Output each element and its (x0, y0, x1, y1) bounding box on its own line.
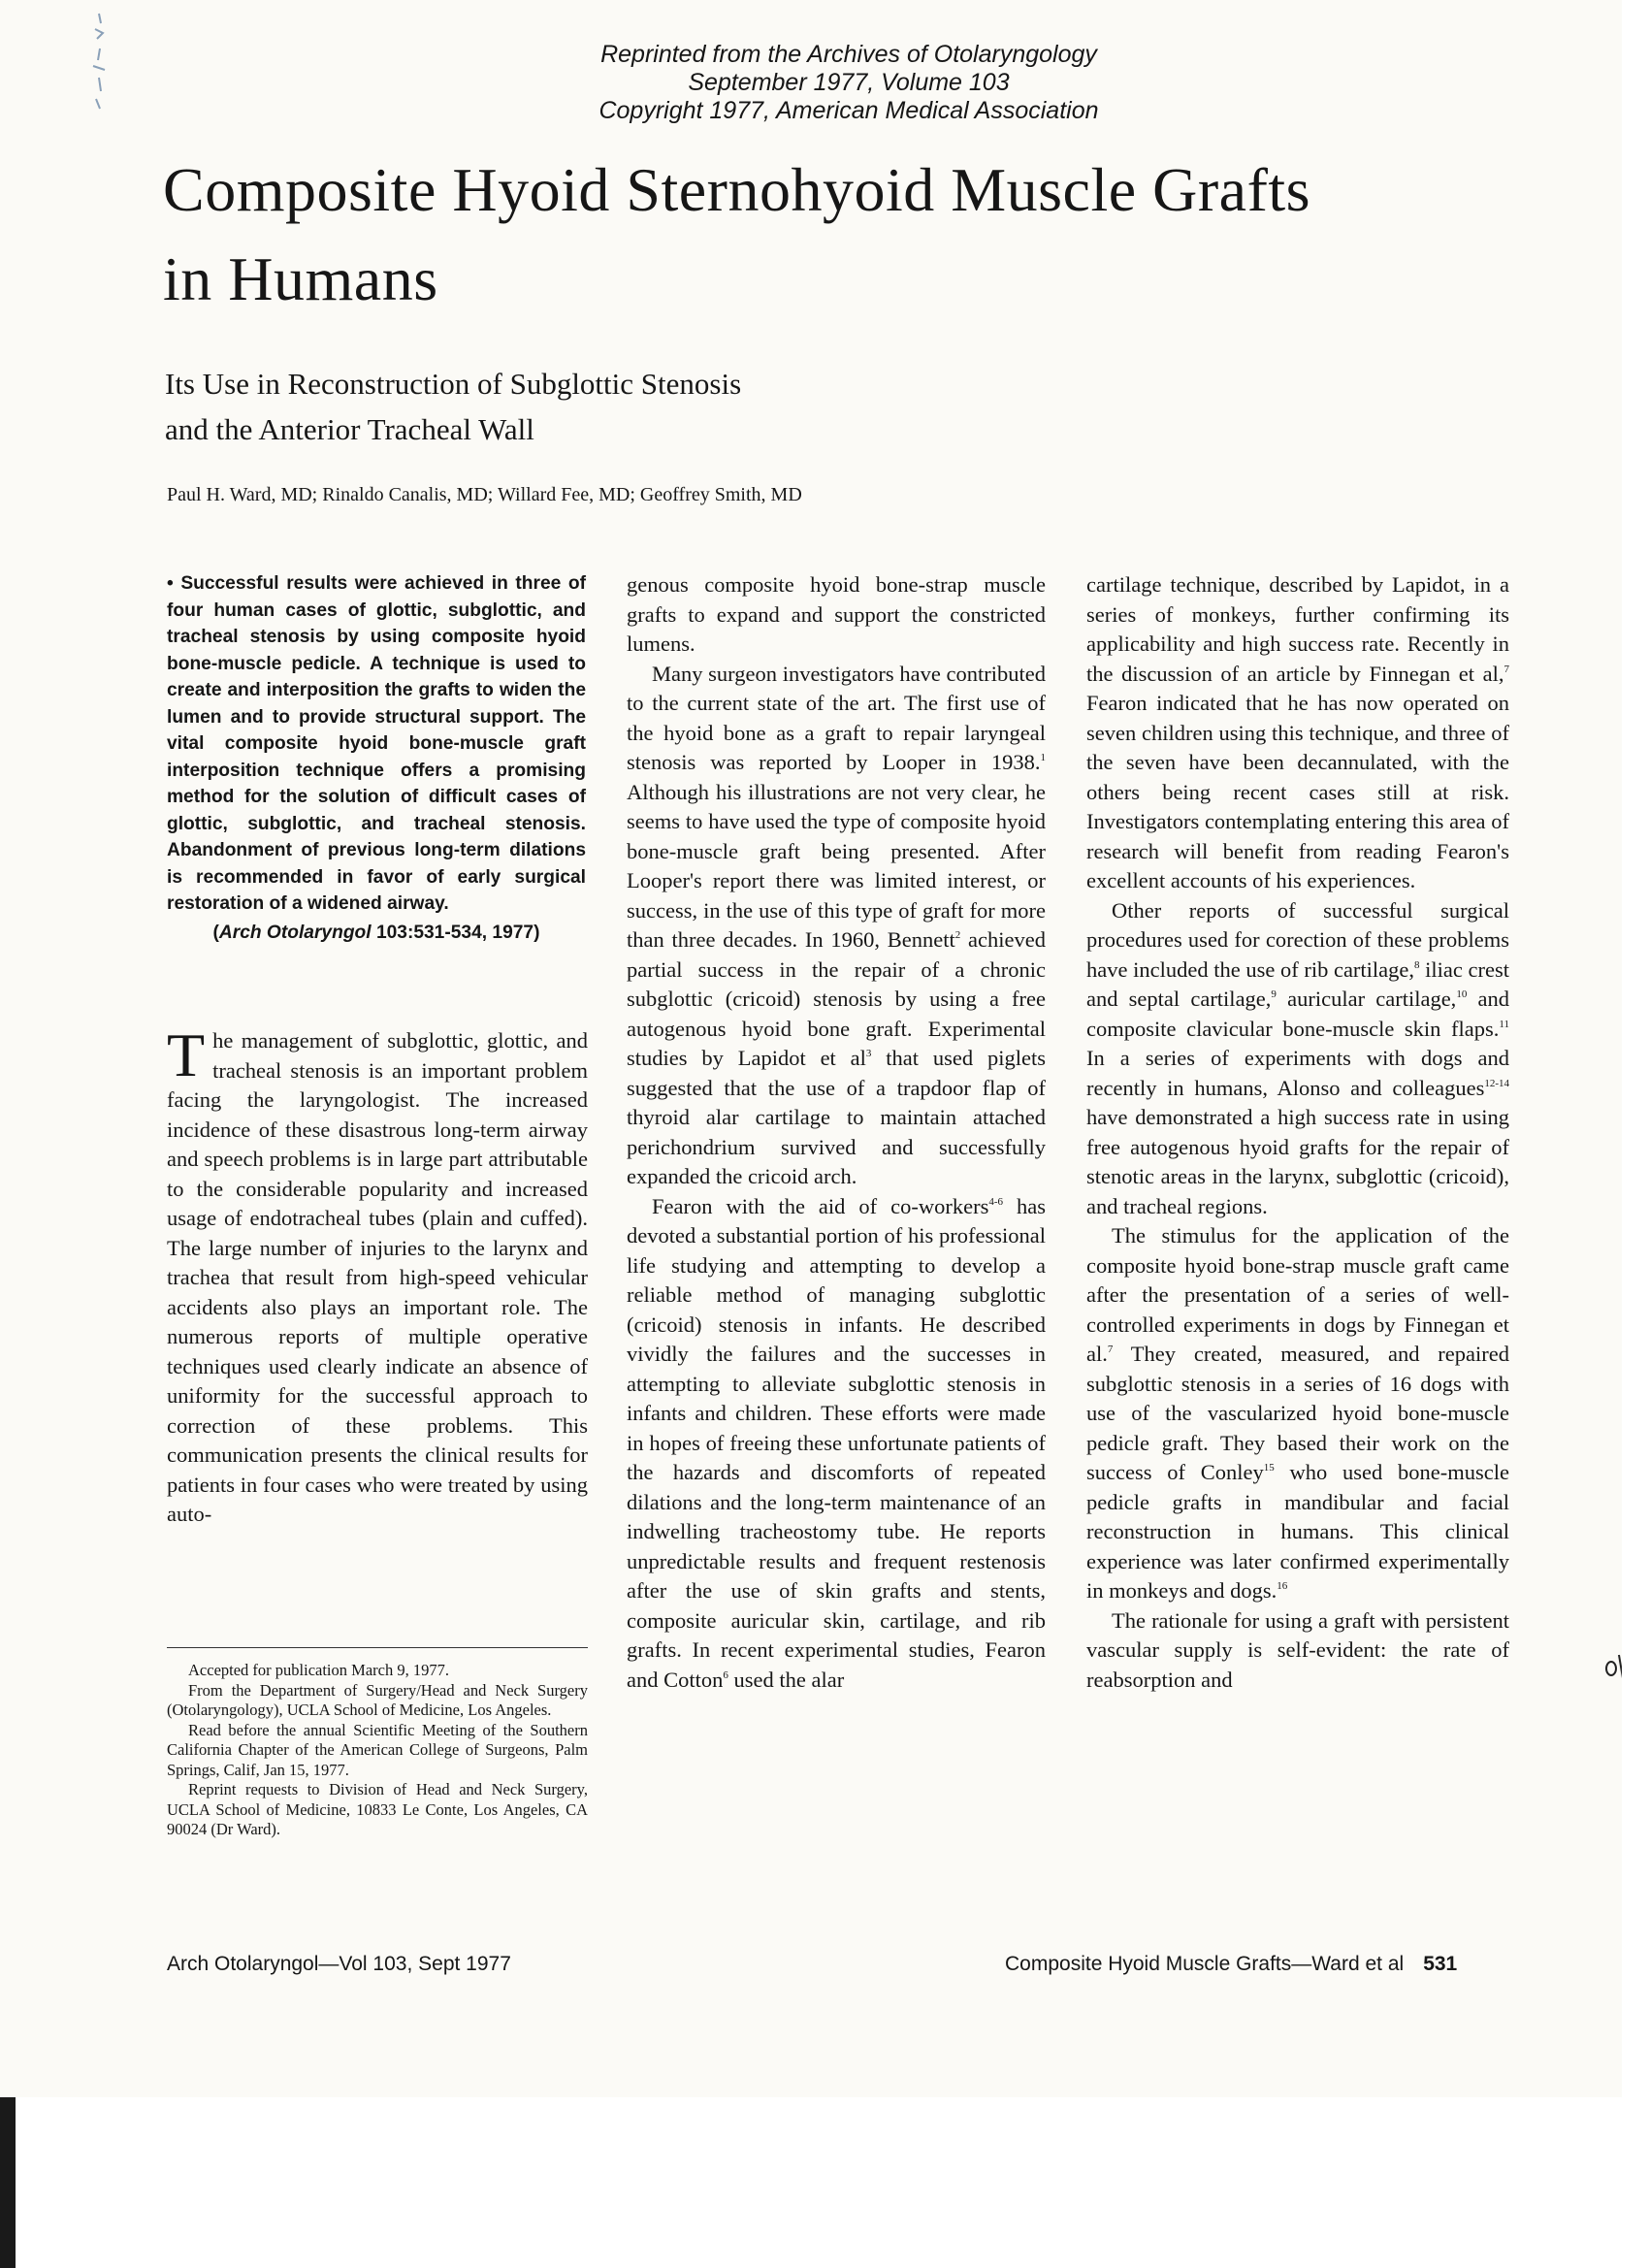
col3-paragraph-4: The rationale for using a graft with persistent vascular supply is self-evident: the rate of reabsorption and (1086, 1607, 1509, 1692)
footer-running-title (1005, 1952, 1457, 1977)
article-subtitle-line-1: Its Use in Reconstruction of Subglottic Stenosis (165, 367, 742, 401)
intro-paragraph (167, 1021, 588, 1530)
handwritten-margin-mark (1602, 1649, 1622, 1684)
col2-paragraph-1: genous composite hyoid bone-strap muscle grafts to expand and support the constricted lumens. (627, 572, 1046, 656)
reprint-line-issue: September 1977, Volume 103 (688, 69, 1010, 96)
reference-superscript: 7 (1107, 1344, 1114, 1355)
col3-p1-text-a: cartilage technique, described by Lapidot, in a series of monkeys, further confirming its applicability and high success rate. Recently in the discussion of an article by Finnegan et al, (1086, 572, 1509, 686)
footnote-affiliation: From the Department of Surgery/Head and Neck Surgery (Otolaryngology), UCLA School of Medicine, Los Angeles. (167, 1680, 588, 1719)
footnote-reprint-requests: Reprint requests to Division of Head and Neck Surgery, UCLA School of Medicine, 10833 Le Conte, Los Angeles, CA 90024 (Dr Ward). (167, 1780, 588, 1838)
reference-superscript: 8 (1414, 958, 1420, 971)
reference-superscript: 9 (1271, 988, 1277, 1000)
column-3-body (1086, 570, 1509, 1695)
reprint-line-copyright: Copyright 1977, American Medical Association (598, 97, 1099, 124)
col3-p3-text-a: The stimulus for the application of the composite hyoid bone-strap muscle graft came after the presentation of a series of well-controlled experiments in dogs by Finnegan et al. (1086, 1223, 1509, 1366)
column-1-body (167, 1021, 588, 1530)
paper-speck-mark (85, 10, 114, 116)
citation-reference: 103:531-534, 1977 (375, 922, 534, 943)
scan-edge-bottom (16, 2097, 1622, 2268)
reprint-notice (485, 41, 1212, 125)
drop-cap: T (167, 1021, 206, 1089)
abstract-text (167, 570, 586, 918)
col3-p2-text-e: In a series of experiments with dogs and recently in humans, Alonso and colleagues (1086, 1046, 1509, 1100)
col2-p3-text-c: used the alar (728, 1667, 845, 1692)
reference-superscript: 15 (1263, 1462, 1275, 1474)
reference-superscript: 10 (1456, 988, 1468, 1000)
col3-p2-text-c: auricular cartilage, (1276, 987, 1457, 1011)
footnote-divider (167, 1647, 588, 1648)
reference-superscript: 6 (723, 1669, 728, 1681)
scan-edge-right (1622, 0, 1649, 2268)
col2-p2-text-a: Many surgeon investigators have contributed to the current state of the art. The first use of the hyoid bone as a graft to repair laryngeal stenosis was reported by Looper in 1938. (627, 661, 1046, 774)
reference-superscript: 16 (1277, 1580, 1288, 1592)
footnotes (167, 1661, 588, 1840)
footnote-meeting: Read before the annual Scientific Meeting of the Southern California Chapter of the American College of Surgeons, Palm Springs, Calif, Jan 15, 1977. (167, 1720, 588, 1779)
col3-p3-text-b: They created, measured, and repaired subglottic stenosis in a series of 16 dogs with use of the vascularized hyoid bone-muscle pedicle graft. They based their work on the success of Conley (1086, 1342, 1509, 1484)
reference-superscript: 7 (1504, 663, 1509, 675)
col3-p1-text-b: Fearon indicated that he has now operated on seven children using this technique, and three of the seven have been decannulated, with the others being recent cases still at risk. Investigators contemplating entering this area of research will benefit from reading Fearon's excellent accounts of his experiences. (1086, 691, 1509, 892)
reference-superscript: 12-14 (1484, 1077, 1509, 1089)
col3-paragraph-2 (1086, 896, 1509, 1222)
page-number: 531 (1423, 1953, 1458, 1975)
col3-paragraph-1 (1086, 570, 1509, 896)
col2-p2-text-d: that used piglets suggested that the use of a trapdoor flap of thyroid alar cartilage to maintain attached perichondrium survived and successfully expanded the cricoid arch. (627, 1046, 1046, 1188)
column-2-body (627, 570, 1046, 1695)
col2-p3-text-a: Fearon with the aid of co-workers (652, 1193, 989, 1218)
col3-p2-text-d: and composite clavicular bone-muscle skin flaps. (1086, 987, 1509, 1041)
abstract (167, 570, 586, 946)
reference-superscript: 11 (1499, 1018, 1509, 1030)
col2-p3-text-b: has devoted a substantial portion of his professional life studying and attempting to develop a reliable method of managing subglottic (cricoid) stenosis in infants. He described vividly the failures and the successes in attempting to alleviate subglottic stenosis in infants and children. These efforts were made in hopes of freeing these unfortunate patients of the hazards and discomforts of repeated dilations and the long-term maintenance of an indwelling tracheostomy tube. He reports unpredictable results and frequent restenosis after the use of skin grafts and stents, composite auricular skin, cartilage, and rib grafts. In recent experimental studies, Fearon and Cotton (627, 1193, 1046, 1692)
reference-superscript: 2 (954, 929, 961, 941)
article-subtitle-line-2: and the Anterior Tracheal Wall (165, 412, 534, 446)
footnote-accepted: Accepted for publication March 9, 1977. (188, 1661, 449, 1679)
abstract-citation: (Arch Otolaryngol 103:531-534, 1977) (212, 922, 540, 943)
abstract-body: Successful results were achieved in three of four human cases of glottic, subglottic, and tracheal stenosis by using composite hyoid bone-muscle pedicle. A technique is used to create and interposition the grafts to widen the lumen and to provide structural support. The vital composite hyoid bone-muscle graft interposition technique offers a promising method for the solution of difficult cases of glottic, subglottic, and tracheal stenosis. Abandonment of previous long-term dilations is recommended in favor of early surgical restoration of a widened airway. (167, 573, 586, 914)
col3-p2-text-f: have demonstrated a high success rate in using free autogenous hyoid grafts for the repair of stenotic areas in the larynx, subglottic (cricoid), and tracheal regions. (1086, 1105, 1509, 1218)
reference-superscript: 3 (865, 1048, 872, 1059)
article-title (163, 146, 1579, 324)
col2-paragraph-2 (627, 660, 1046, 1192)
footer-running-title-text: Composite Hyoid Muscle Grafts—Ward et al (1005, 1953, 1405, 1975)
article-title-line-2: in Humans (163, 244, 438, 313)
col2-p2-text-c: achieved partial success in the repair of a chronic subglottic (cricoid) stenosis by using a free autogenous hyoid bone graft. Experimental studies by Lapidot et al (627, 927, 1046, 1070)
col3-p3-text-c: who used bone-muscle pedicle grafts in mandibular and facial reconstruction in humans. This clinical experience was later confirmed experimentally in monkeys and dogs. (1086, 1460, 1509, 1603)
col2-paragraph-3 (627, 1192, 1046, 1696)
col3-p2-text-a: Other reports of successful surgical procedures used for corection of these problems have included the use of rib cartilage, (1086, 897, 1509, 982)
citation-journal: Arch Otolaryngol (218, 922, 372, 943)
col3-p2-text-b: iliac crest and septal cartilage, (1086, 956, 1509, 1011)
article-subtitle (165, 361, 1329, 452)
author-list: Paul H. Ward, MD; Rinaldo Canalis, MD; Willard Fee, MD; Geoffrey Smith, MD (167, 484, 802, 505)
intro-text: he management of subglottic, glottic, and tracheal stenosis is an important problem facing the laryngologist. The increased incidence of these disastrous long-term airway and speech problems is in large part attributable to the considerable popularity and increased usage of endotracheal tubes (plain and cuffed). The large number of injuries to the larynx and trachea that result from high-speed vehicular accidents also plays an important role. The numerous reports of multiple operative techniques used clearly indicate an absence of uniformity for the successful approach to correction of these problems. This communication presents the clinical results for patients in four cases who were treated by using auto- (167, 1028, 588, 1526)
reference-superscript: 4-6 (988, 1195, 1004, 1208)
abstract-bullet-icon: • (167, 573, 174, 594)
article-title-line-1: Composite Hyoid Sternohyoid Muscle Grafts (163, 155, 1311, 224)
reprint-line-journal: Reprinted from the Archives of Otolaryngology (600, 41, 1097, 68)
reference-superscript: 1 (1040, 752, 1046, 763)
col2-p2-text-b: Although his illustrations are not very clear, he seems to have used the type of composite hyoid bone-muscle graft being presented. After Looper's report there was limited interest, or success, in the use of this type of graft for more than three decades. In 1960, Bennett (627, 779, 1046, 952)
footer-journal-info: Arch Otolaryngol—Vol 103, Sept 1977 (167, 1953, 511, 1975)
col3-paragraph-3 (1086, 1221, 1509, 1606)
